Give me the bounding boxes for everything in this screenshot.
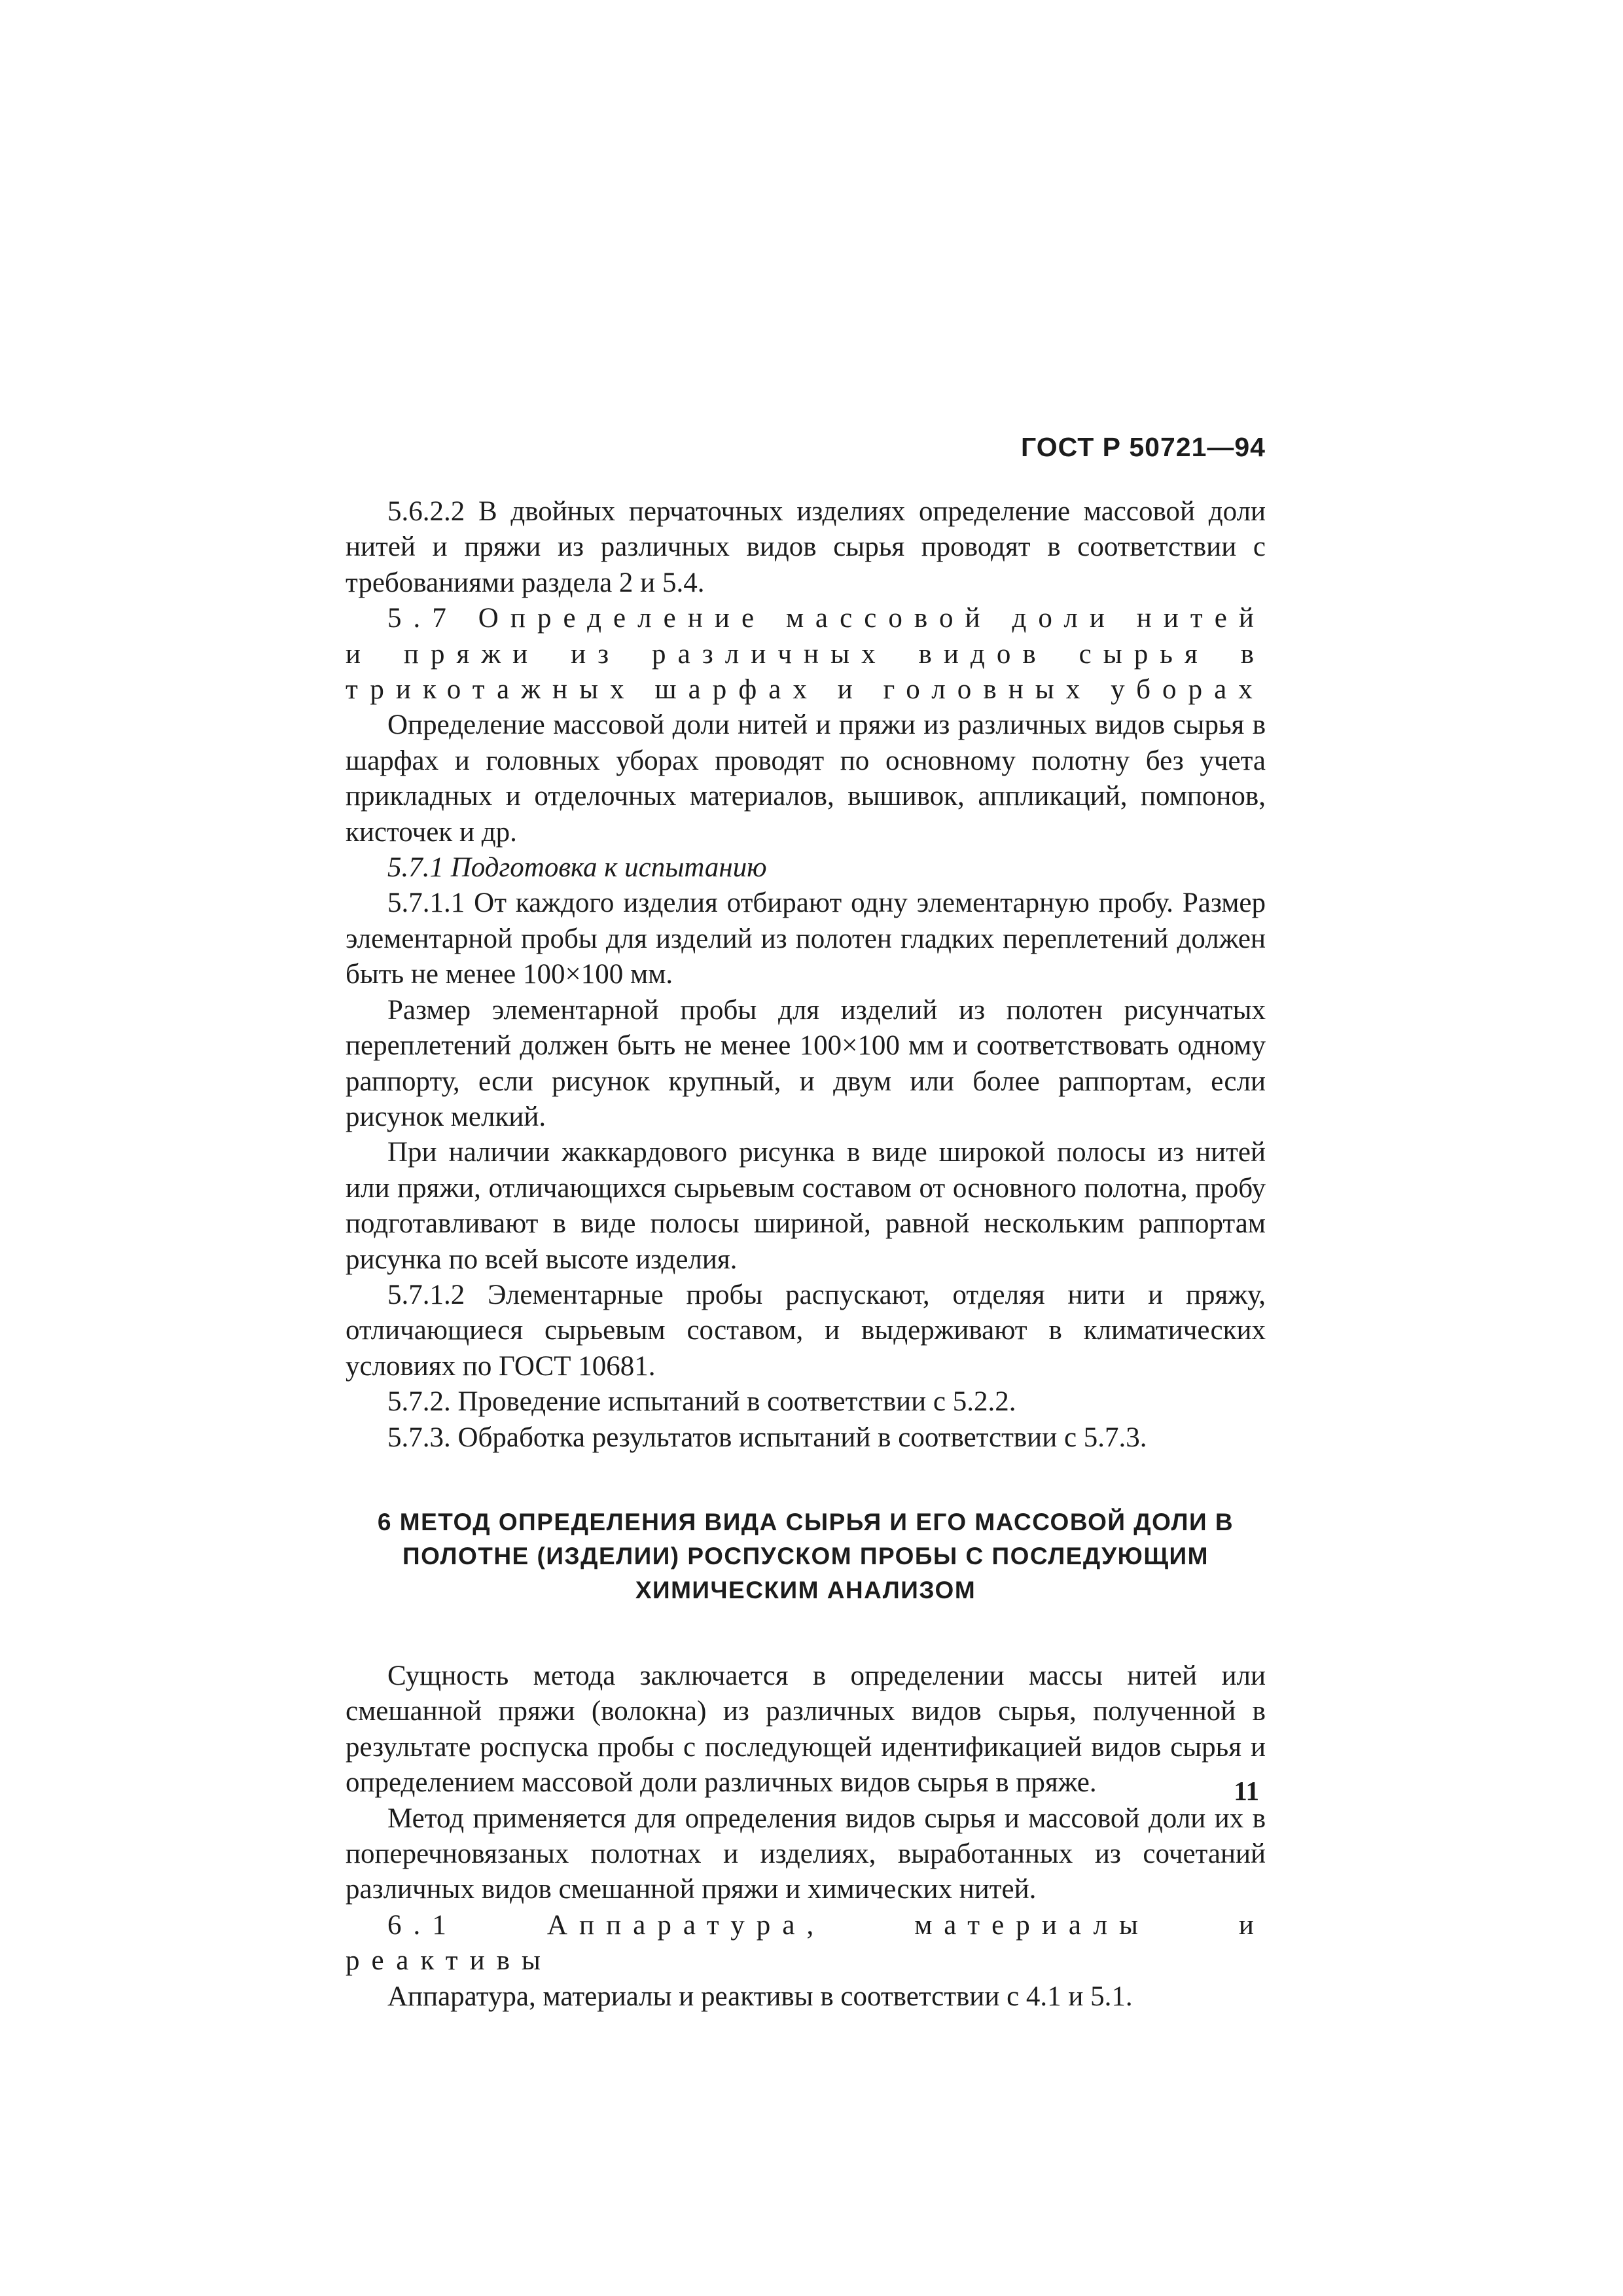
paragraph-5-7-3: 5.7.3. Обработка результатов испытаний в соответствии с 5.7.3. <box>387 1422 1147 1453</box>
page-number: 11 <box>1234 1776 1259 1806</box>
section-6-title: 6 МЕТОД ОПРЕДЕЛЕНИЯ ВИДА СЫРЬЯ И ЕГО МАССОВОЙ ДОЛИ В ПОЛОТНЕ (ИЗДЕЛИИ) РОСПУСКОМ ПРОБЫ С ПОСЛЕДУЮЩИМ ХИМИЧЕСКИМ АНАЛИЗОМ <box>377 1508 1234 1604</box>
paragraph-jacquard: При наличии жаккардового рисунка в виде широкой полосы из нитей или пряжи, отличающихся сырьевым составом от основного полотна, пробу подготавливают в виде полосы шириной, равной нескольким раппортам рисунка по всей высоте изделия. <box>346 1137 1266 1275</box>
paragraph-5-6-2-2: 5.6.2.2 В двойных перчаточных изделиях определение массовой доли нитей и пряжи из различных видов сырья проводят в соответствии с требованиями раздела 2 и 5.4. <box>346 496 1266 598</box>
paragraph-5-7-intro: Определение массовой доли нитей и пряжи из различных видов сырья в шарфах и головных уборах проводят по основному полотну без учета прикладных и отделочных материалов, вышивок, аппликаций, помпонов, кисточек и др. <box>346 709 1266 848</box>
paragraph-method-scope: Метод применяется для определения видов сырья и массовой доли их в поперечновязаных полотнах и изделиях, выработанных из сочетаний различных видов смешанной пряжи и химических нитей. <box>346 1803 1266 1905</box>
subheading-6-1: 6.1 Аппаратура, материалы и реактивы <box>346 1909 1266 1977</box>
document-code: ГОСТ Р 50721—94 <box>1021 432 1266 462</box>
paragraph-5-7-1-2: 5.7.1.2 Элементарные пробы распускают, отделяя нити и пряжу, отличающиеся сырьевым составом, и выдерживают в климатических условиях по ГОСТ 10681. <box>346 1279 1266 1382</box>
subheading-5-7-1: 5.7.1 Подготовка к испытанию <box>387 852 767 884</box>
paragraph-sample-size: Размер элементарной пробы для изделий из полотен рисунчатых переплетений должен быть не менее 100×100 мм и соответствовать одному раппорту, если рисунок крупный, и двум или более раппортам, если рисунок мелкий. <box>346 994 1266 1132</box>
paragraph-method-essence: Сущность метода заключается в определении массы нитей или смешанной пряжи (волокна) из различных видов сырья, полученной в результате роспуска пробы с последующей идентификацией видов сырья и определением массовой доли различных видов сырья в пряже. <box>346 1660 1266 1799</box>
paragraph-5-7-1-1: 5.7.1.1 От каждого изделия отбирают одну элементарную пробу. Размер элементарной пробы для изделий из полотен гладких переплетений должен быть не менее 100×100 мм. <box>346 888 1266 990</box>
text-column <box>346 494 1266 2015</box>
paragraph-6-1-text: Аппаратура, материалы и реактивы в соответствии с 4.1 и 5.1. <box>387 1981 1133 2012</box>
paragraph-5-7-2: 5.7.2. Проведение испытаний в соответствии с 5.2.2. <box>387 1386 1016 1418</box>
subheading-5-7: 5.7 Определение массовой доли нитей и пряжи из различных видов сырья в трикотажных шарфах и головных уборах <box>346 603 1266 706</box>
